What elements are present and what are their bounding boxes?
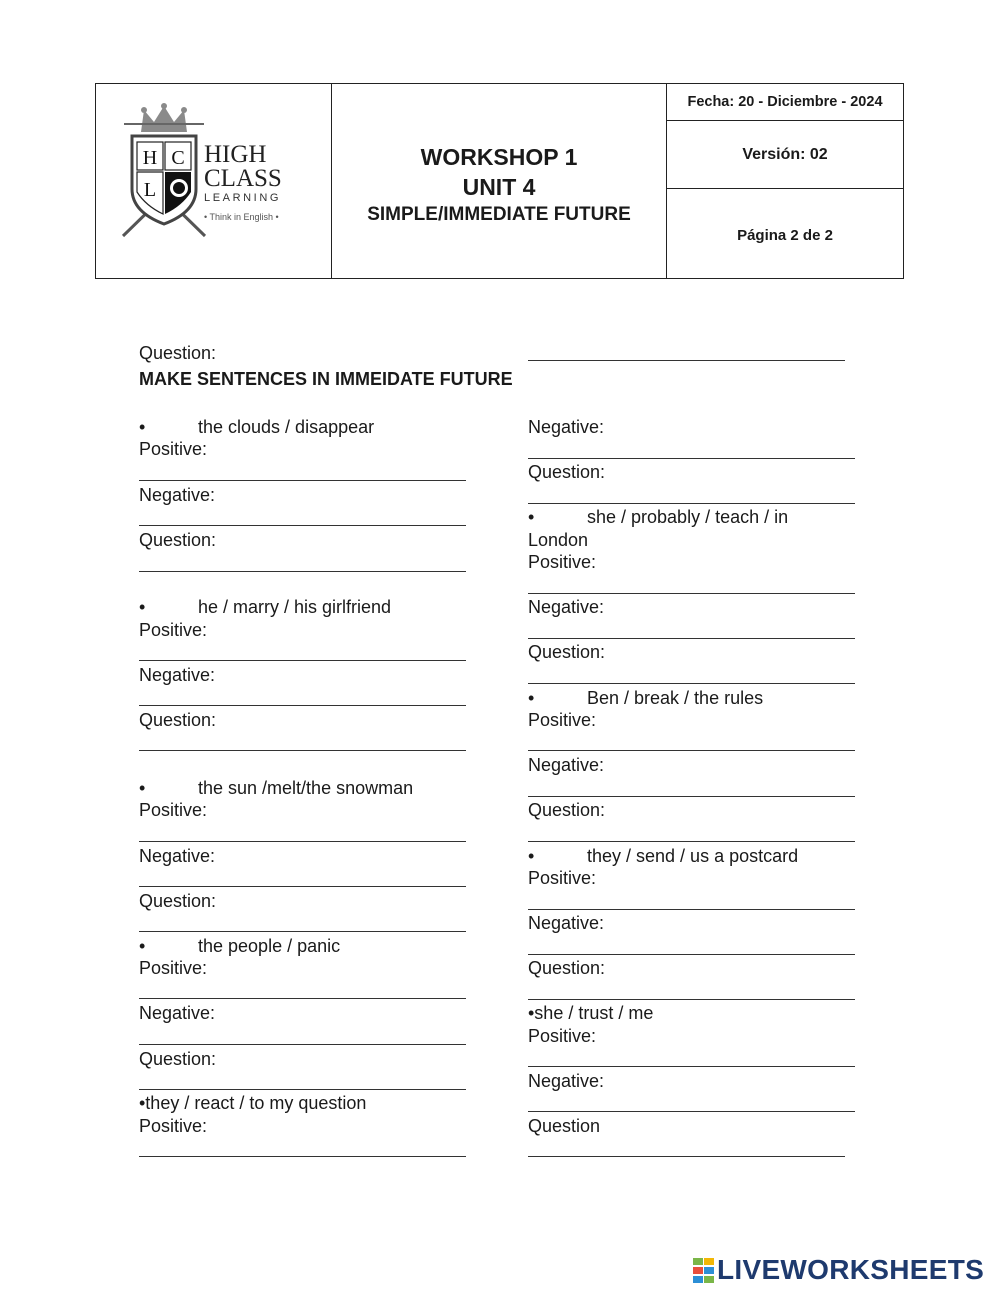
answer-line[interactable]: [528, 1066, 855, 1067]
bullet: •: [139, 597, 146, 617]
positive-label: Positive:: [528, 552, 597, 572]
item-prompt: the people / panic: [198, 936, 341, 956]
item-prompt: they / send / us a postcard: [587, 846, 799, 866]
exercise-item: [139, 416, 374, 438]
bullet: •: [528, 688, 535, 708]
answer-line[interactable]: [139, 480, 466, 481]
positive-label: Positive:: [528, 710, 597, 730]
logo-cell: [96, 84, 332, 278]
date-field: Fecha: 20 - Diciembre - 2024: [667, 84, 903, 121]
positive-label: Positive:: [528, 868, 597, 888]
answer-line[interactable]: [528, 683, 855, 684]
logo-tagline: • Think in English •: [204, 212, 279, 222]
meta-cell: [667, 84, 903, 278]
question-label: Question:: [528, 800, 606, 820]
logo-high: HIGH: [204, 141, 267, 168]
question-label: Question:: [528, 642, 606, 662]
negative-label: Negative:: [528, 597, 605, 617]
positive-label: Positive:: [139, 620, 208, 640]
logo-letter-h: H: [142, 147, 158, 169]
answer-line[interactable]: [139, 886, 466, 887]
bullet: •: [528, 846, 535, 866]
answer-line[interactable]: [139, 660, 466, 661]
exercise-item: [528, 687, 763, 709]
question-label: Question:: [139, 891, 217, 911]
positive-label: Positive:: [139, 439, 208, 459]
exercise-item: [139, 777, 413, 799]
logo-letter-c: C: [171, 147, 185, 169]
answer-line[interactable]: [528, 503, 855, 504]
answer-line[interactable]: [139, 750, 466, 751]
question-label: Question: [528, 1116, 601, 1136]
document-header: [95, 83, 904, 279]
version-field: Versión: 02: [667, 121, 903, 189]
negative-label: Negative:: [528, 1071, 605, 1091]
item-prompt: Ben / break / the rules: [587, 688, 764, 708]
answer-line[interactable]: [528, 638, 855, 639]
bullet: •: [139, 778, 146, 798]
answer-line[interactable]: [528, 593, 855, 594]
exercise-item: [139, 596, 391, 618]
workshop-title: WORKSHOP 1: [420, 144, 578, 170]
bullet: •: [528, 507, 535, 527]
item-prompt: the clouds / disappear: [198, 417, 375, 437]
answer-line[interactable]: [528, 954, 855, 955]
liveworksheets-logo-icon: [693, 1258, 715, 1284]
negative-label: Negative:: [139, 846, 216, 866]
answer-line[interactable]: [528, 1111, 855, 1112]
answer-line[interactable]: [139, 1044, 466, 1045]
bullet: •: [139, 936, 146, 956]
answer-line[interactable]: [139, 931, 466, 932]
instruction-heading: MAKE SENTENCES IN IMMEIDATE FUTURE: [139, 369, 513, 389]
question-label: Question:: [139, 710, 217, 730]
item-prompt-continued: London: [528, 530, 589, 550]
exercise-item: [139, 935, 340, 957]
positive-label: Positive:: [528, 1026, 597, 1046]
answer-line[interactable]: [528, 841, 855, 842]
answer-line[interactable]: [139, 705, 466, 706]
negative-label: Negative:: [528, 417, 605, 437]
negative-label: Negative:: [528, 755, 605, 775]
logo-class: CLASS: [204, 165, 282, 192]
answer-line[interactable]: [528, 796, 855, 797]
unit-title: UNIT 4: [462, 174, 536, 200]
answer-line[interactable]: [139, 998, 466, 999]
question-label: Question:: [139, 530, 217, 550]
answer-line[interactable]: [528, 999, 855, 1000]
answer-line[interactable]: [139, 1156, 466, 1157]
question-label: Question:: [139, 1049, 217, 1069]
negative-label: Negative:: [139, 485, 216, 505]
positive-label: Positive:: [139, 958, 208, 978]
page-field: [667, 189, 903, 278]
negative-label: Negative:: [139, 1003, 216, 1023]
exercise-item: [528, 506, 788, 528]
negative-label: Negative:: [139, 665, 216, 685]
question-label: Question:: [528, 462, 606, 482]
exercise-item: [528, 845, 798, 867]
logo-learning: LEARNING: [204, 192, 282, 204]
answer-line[interactable]: [528, 1156, 845, 1157]
page-number: Página 2 de 2: [737, 227, 833, 244]
positive-label: Positive:: [139, 1116, 208, 1136]
answer-line[interactable]: [139, 841, 466, 842]
item-prompt: she / probably / teach / in: [587, 507, 789, 527]
brand-text: LIVEWORKSHEETS: [717, 1254, 985, 1285]
answer-line[interactable]: [139, 1089, 466, 1090]
positive-label: Positive:: [139, 800, 208, 820]
question-label: Question:: [528, 958, 606, 978]
answer-line[interactable]: [139, 525, 466, 526]
exercise-item: •they / react / to my question: [139, 1093, 367, 1113]
answer-line[interactable]: [528, 360, 845, 361]
answer-line[interactable]: [528, 750, 855, 751]
title-cell: [332, 84, 667, 278]
item-prompt: the sun /melt/the snowman: [198, 778, 414, 798]
bullet: •: [139, 417, 146, 437]
negative-label: Negative:: [528, 913, 605, 933]
answer-line[interactable]: [528, 458, 855, 459]
exercise-item: •she / trust / me: [528, 1003, 654, 1023]
logo-letter-l: L: [143, 179, 157, 201]
answer-line[interactable]: [139, 571, 466, 572]
answer-line[interactable]: [528, 909, 855, 910]
item-prompt: he / marry / his girlfriend: [198, 597, 392, 617]
intro-question-label: Question:: [139, 343, 217, 363]
topic-title: SIMPLE/IMMEDIATE FUTURE: [367, 204, 631, 225]
high-class-learning-logo: [96, 84, 332, 280]
